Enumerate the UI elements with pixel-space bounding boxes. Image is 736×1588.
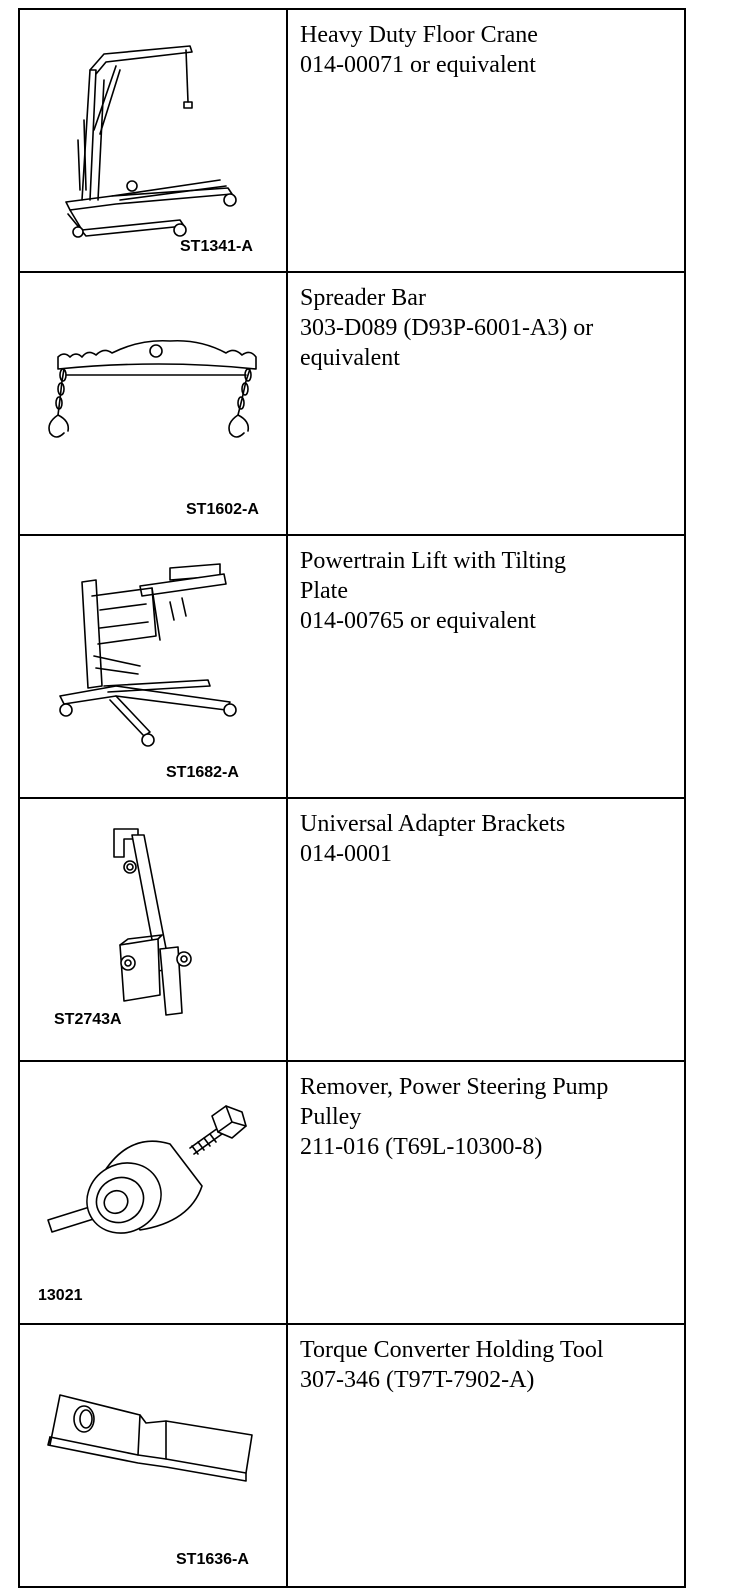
description-cell	[287, 1061, 685, 1324]
tool-number: 014-0001	[300, 841, 392, 867]
tool-number: 211-016 (T69L-10300-8)	[300, 1134, 543, 1160]
tool-number: 307-346 (T97T-7902-A)	[300, 1367, 535, 1393]
tool-note: equivalent	[300, 345, 400, 371]
description-cell	[287, 798, 685, 1061]
table-row	[19, 798, 685, 1061]
illustration-cell	[19, 535, 287, 798]
description-cell	[287, 1324, 685, 1587]
illustration-cell	[19, 1324, 287, 1587]
table-row	[19, 535, 685, 798]
powertrain-lift-icon	[20, 536, 286, 787]
tool-name-continued: Plate	[300, 578, 348, 604]
figure-code: 13021	[38, 1287, 83, 1304]
table-row	[19, 1061, 685, 1324]
special-tools-table	[18, 8, 686, 1588]
illustration-cell	[19, 272, 287, 535]
tool-number: 303-D089 (D93P-6001-A3) or	[300, 315, 594, 341]
table-row	[19, 9, 685, 272]
description-cell	[287, 272, 685, 535]
tool-number: 014-00071 or equivalent	[300, 52, 536, 78]
tool-name: Remover, Power Steering Pump	[300, 1074, 609, 1100]
tool-name: Powertrain Lift with Tilting	[300, 548, 567, 574]
holding-tool-icon	[20, 1325, 286, 1576]
tool-name: Heavy Duty Floor Crane	[300, 22, 538, 48]
table-row	[19, 272, 685, 535]
tool-name: Torque Converter Holding Tool	[300, 1337, 604, 1363]
tool-name: Spreader Bar	[300, 285, 426, 311]
floor-crane-icon	[20, 10, 286, 261]
spreader-bar-icon	[20, 273, 286, 524]
figure-code: ST1341-A	[180, 238, 253, 255]
illustration-cell	[19, 1061, 287, 1324]
figure-code: ST1636-A	[176, 1551, 249, 1568]
figure-code: ST1602-A	[186, 501, 259, 518]
figure-code: ST1682-A	[166, 764, 239, 781]
pulley-remover-icon	[20, 1062, 286, 1313]
tool-name: Universal Adapter Brackets	[300, 811, 566, 837]
tool-name-continued: Pulley	[300, 1104, 362, 1130]
tool-number: 014-00765 or equivalent	[300, 608, 536, 634]
table-row	[19, 1324, 685, 1587]
illustration-cell	[19, 9, 287, 272]
description-cell	[287, 535, 685, 798]
description-cell	[287, 9, 685, 272]
illustration-cell	[19, 798, 287, 1061]
figure-code: ST2743A	[54, 1011, 122, 1028]
